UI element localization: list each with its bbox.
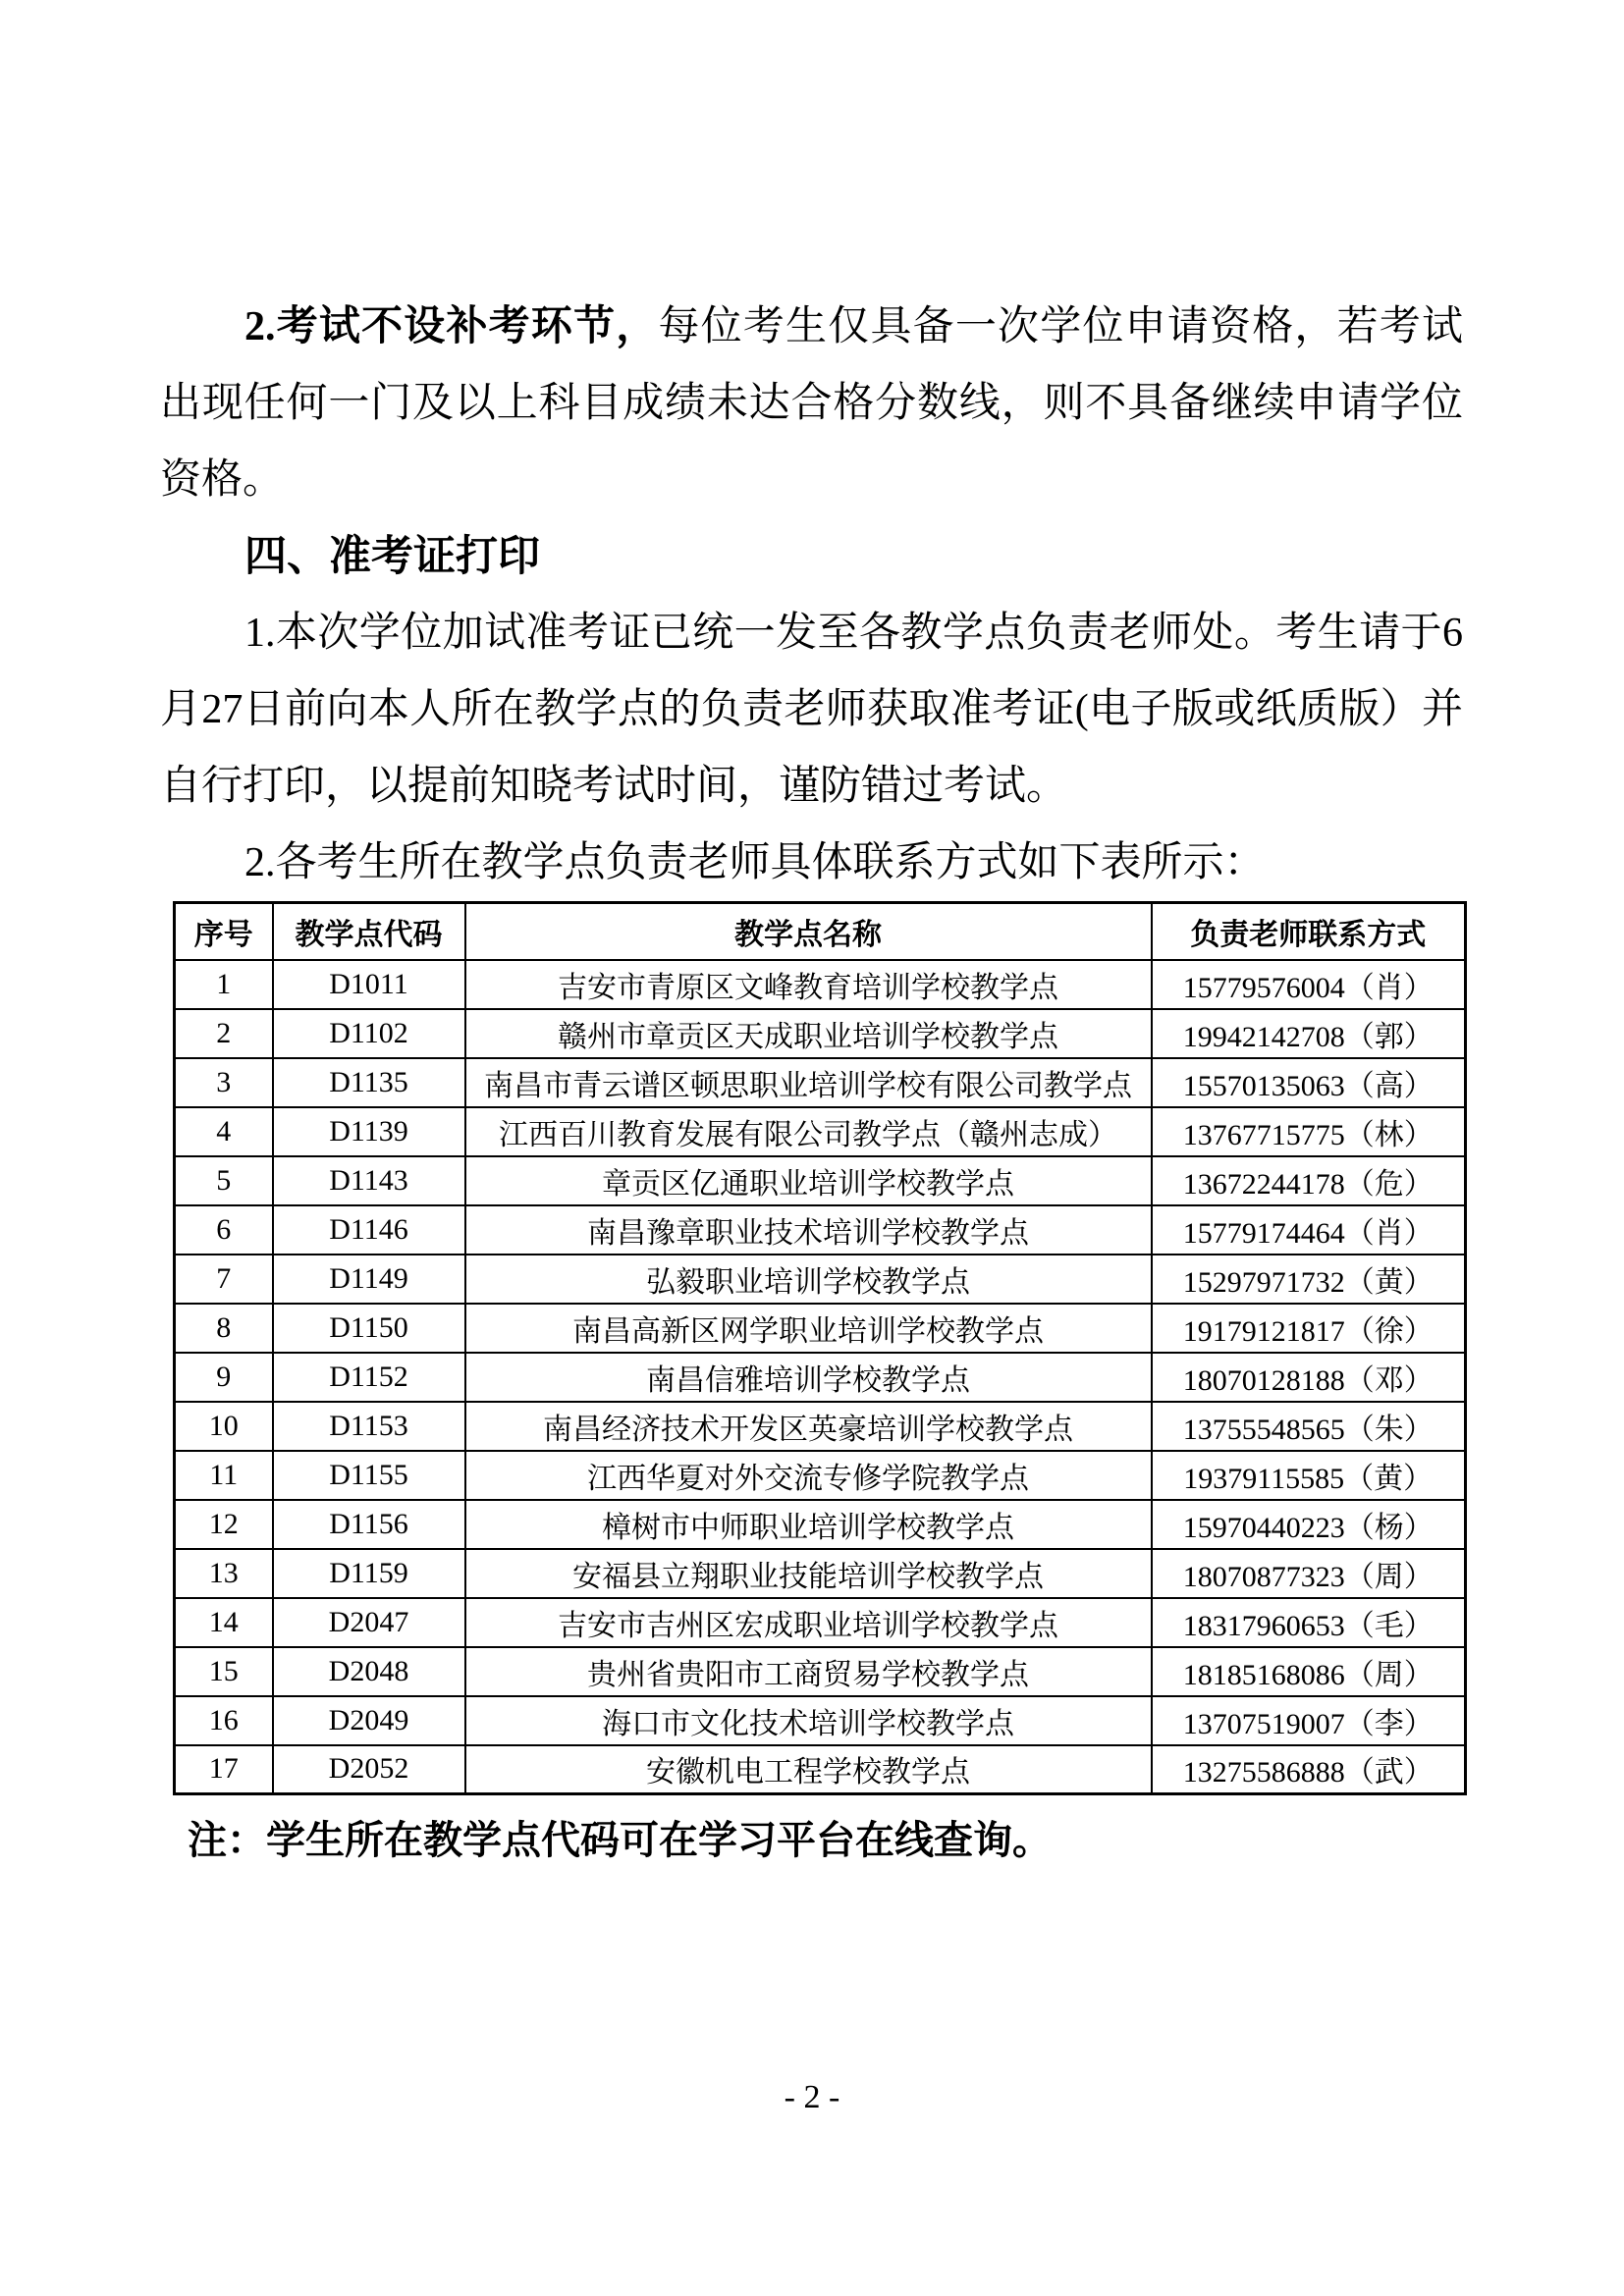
cell-index: 17 xyxy=(175,1745,273,1794)
table-row xyxy=(175,1255,1466,1304)
paragraph-exam-rule-text: 每位考生仅具备一次学位申请资格，若考试出现任何一门及以上科目成绩未达合格分数线，则不具备继续申请学位资格。 xyxy=(160,304,1463,503)
cell-contact: 19379115585（黄） xyxy=(1152,1451,1466,1500)
cell-name: 弘毅职业培训学校教学点 xyxy=(465,1255,1152,1304)
cell-code: D1146 xyxy=(273,1205,465,1255)
cell-index: 14 xyxy=(175,1598,273,1647)
cell-contact: 18185168086（周） xyxy=(1152,1647,1466,1696)
cell-index: 16 xyxy=(175,1696,273,1745)
cell-name: 樟树市中师职业培训学校教学点 xyxy=(465,1500,1152,1549)
cell-index: 1 xyxy=(175,960,273,1009)
cell-code: D1149 xyxy=(273,1255,465,1304)
table-row xyxy=(175,1009,1466,1058)
cell-code: D1102 xyxy=(273,1009,465,1058)
cell-code: D2048 xyxy=(273,1647,465,1696)
paragraph-exam-rule xyxy=(160,289,1463,518)
cell-index: 12 xyxy=(175,1500,273,1549)
cell-contact: 19179121817（徐） xyxy=(1152,1304,1466,1353)
table-row xyxy=(175,1598,1466,1647)
table-row xyxy=(175,1696,1466,1745)
cell-contact: 15297971732（黄） xyxy=(1152,1255,1466,1304)
cell-contact: 13275586888（武） xyxy=(1152,1745,1466,1794)
col-header-code: 教学点代码 xyxy=(273,903,465,960)
cell-name: 江西华夏对外交流专修学院教学点 xyxy=(465,1451,1152,1500)
contact-table-body xyxy=(175,960,1466,1794)
cell-index: 3 xyxy=(175,1058,273,1107)
table-row xyxy=(175,1205,1466,1255)
cell-contact: 18070128188（邓） xyxy=(1152,1353,1466,1402)
table-row xyxy=(175,1058,1466,1107)
cell-name: 安徽机电工程学校教学点 xyxy=(465,1745,1152,1794)
cell-code: D1150 xyxy=(273,1304,465,1353)
table-row xyxy=(175,1402,1466,1451)
cell-code: D2047 xyxy=(273,1598,465,1647)
table-row xyxy=(175,1156,1466,1205)
document-content xyxy=(160,289,1463,1868)
paragraph-ticket-distribution: 1.本次学位加试准考证已统一发至各教学点负责老师处。考生请于6月27日前向本人所在教学点的负责老师获取准考证(电子版或纸质版）并自行打印，以提前知晓考试时间，谨防错过考试。 xyxy=(160,611,1463,809)
table-row xyxy=(175,1745,1466,1794)
cell-code: D1155 xyxy=(273,1451,465,1500)
cell-contact: 15970440223（杨） xyxy=(1152,1500,1466,1549)
cell-name: 章贡区亿通职业培训学校教学点 xyxy=(465,1156,1152,1205)
table-row xyxy=(175,1107,1466,1156)
cell-code: D1143 xyxy=(273,1156,465,1205)
contact-table-head xyxy=(175,903,1466,960)
cell-code: D1139 xyxy=(273,1107,465,1156)
cell-contact: 13707519007（李） xyxy=(1152,1696,1466,1745)
cell-name: 南昌信雅培训学校教学点 xyxy=(465,1353,1152,1402)
cell-name: 安福县立翔职业技能培训学校教学点 xyxy=(465,1549,1152,1598)
footnote: 注：学生所在教学点代码可在学习平台在线查询。 xyxy=(188,1819,1052,1862)
cell-code: D2052 xyxy=(273,1745,465,1794)
cell-code: D1159 xyxy=(273,1549,465,1598)
cell-contact: 13672244178（危） xyxy=(1152,1156,1466,1205)
cell-index: 2 xyxy=(175,1009,273,1058)
cell-name: 南昌豫章职业技术培训学校教学点 xyxy=(465,1205,1152,1255)
cell-code: D1011 xyxy=(273,960,465,1009)
cell-code: D1153 xyxy=(273,1402,465,1451)
cell-code: D1152 xyxy=(273,1353,465,1402)
col-header-index: 序号 xyxy=(175,903,273,960)
cell-name: 吉安市吉州区宏成职业培训学校教学点 xyxy=(465,1598,1152,1647)
cell-name: 南昌高新区网学职业培训学校教学点 xyxy=(465,1304,1152,1353)
cell-index: 8 xyxy=(175,1304,273,1353)
cell-index: 7 xyxy=(175,1255,273,1304)
cell-index: 9 xyxy=(175,1353,273,1402)
table-header-row xyxy=(175,903,1466,960)
cell-code: D1156 xyxy=(273,1500,465,1549)
paragraph-table-intro: 2.各考生所在教学点负责老师具体联系方式如下表所示： xyxy=(244,840,1266,885)
table-row xyxy=(175,1647,1466,1696)
cell-index: 10 xyxy=(175,1402,273,1451)
cell-contact: 13755548565（朱） xyxy=(1152,1402,1466,1451)
teaching-point-contact-table xyxy=(173,901,1467,1795)
cell-name: 江西百川教育发展有限公司教学点（赣州志成） xyxy=(465,1107,1152,1156)
cell-name: 南昌市青云谱区顿思职业培训学校有限公司教学点 xyxy=(465,1058,1152,1107)
cell-contact: 15570135063（高） xyxy=(1152,1058,1466,1107)
cell-contact: 15779174464（肖） xyxy=(1152,1205,1466,1255)
cell-name: 吉安市青原区文峰教育培训学校教学点 xyxy=(465,960,1152,1009)
cell-name: 赣州市章贡区天成职业培训学校教学点 xyxy=(465,1009,1152,1058)
paragraph-exam-rule-bold-lead: 2.考试不设补考环节， xyxy=(244,304,659,349)
cell-name: 南昌经济技术开发区英豪培训学校教学点 xyxy=(465,1402,1152,1451)
page-number: - 2 - xyxy=(784,2079,840,2115)
cell-index: 5 xyxy=(175,1156,273,1205)
cell-code: D2049 xyxy=(273,1696,465,1745)
col-header-contact: 负责老师联系方式 xyxy=(1152,903,1466,960)
cell-index: 6 xyxy=(175,1205,273,1255)
section-heading-admission-ticket: 四、准考证打印 xyxy=(244,533,540,580)
col-header-name: 教学点名称 xyxy=(465,903,1152,960)
cell-contact: 18070877323（周） xyxy=(1152,1549,1466,1598)
table-row xyxy=(175,1451,1466,1500)
cell-code: D1135 xyxy=(273,1058,465,1107)
table-row xyxy=(175,1500,1466,1549)
cell-name: 海口市文化技术培训学校教学点 xyxy=(465,1696,1152,1745)
cell-index: 13 xyxy=(175,1549,273,1598)
table-row xyxy=(175,1353,1466,1402)
cell-name: 贵州省贵阳市工商贸易学校教学点 xyxy=(465,1647,1152,1696)
cell-index: 11 xyxy=(175,1451,273,1500)
cell-contact: 18317960653（毛） xyxy=(1152,1598,1466,1647)
cell-contact: 19942142708（郭） xyxy=(1152,1009,1466,1058)
cell-contact: 15779576004（肖） xyxy=(1152,960,1466,1009)
cell-index: 15 xyxy=(175,1647,273,1696)
table-row xyxy=(175,960,1466,1009)
cell-index: 4 xyxy=(175,1107,273,1156)
cell-contact: 13767715775（林） xyxy=(1152,1107,1466,1156)
table-row xyxy=(175,1304,1466,1353)
table-row xyxy=(175,1549,1466,1598)
